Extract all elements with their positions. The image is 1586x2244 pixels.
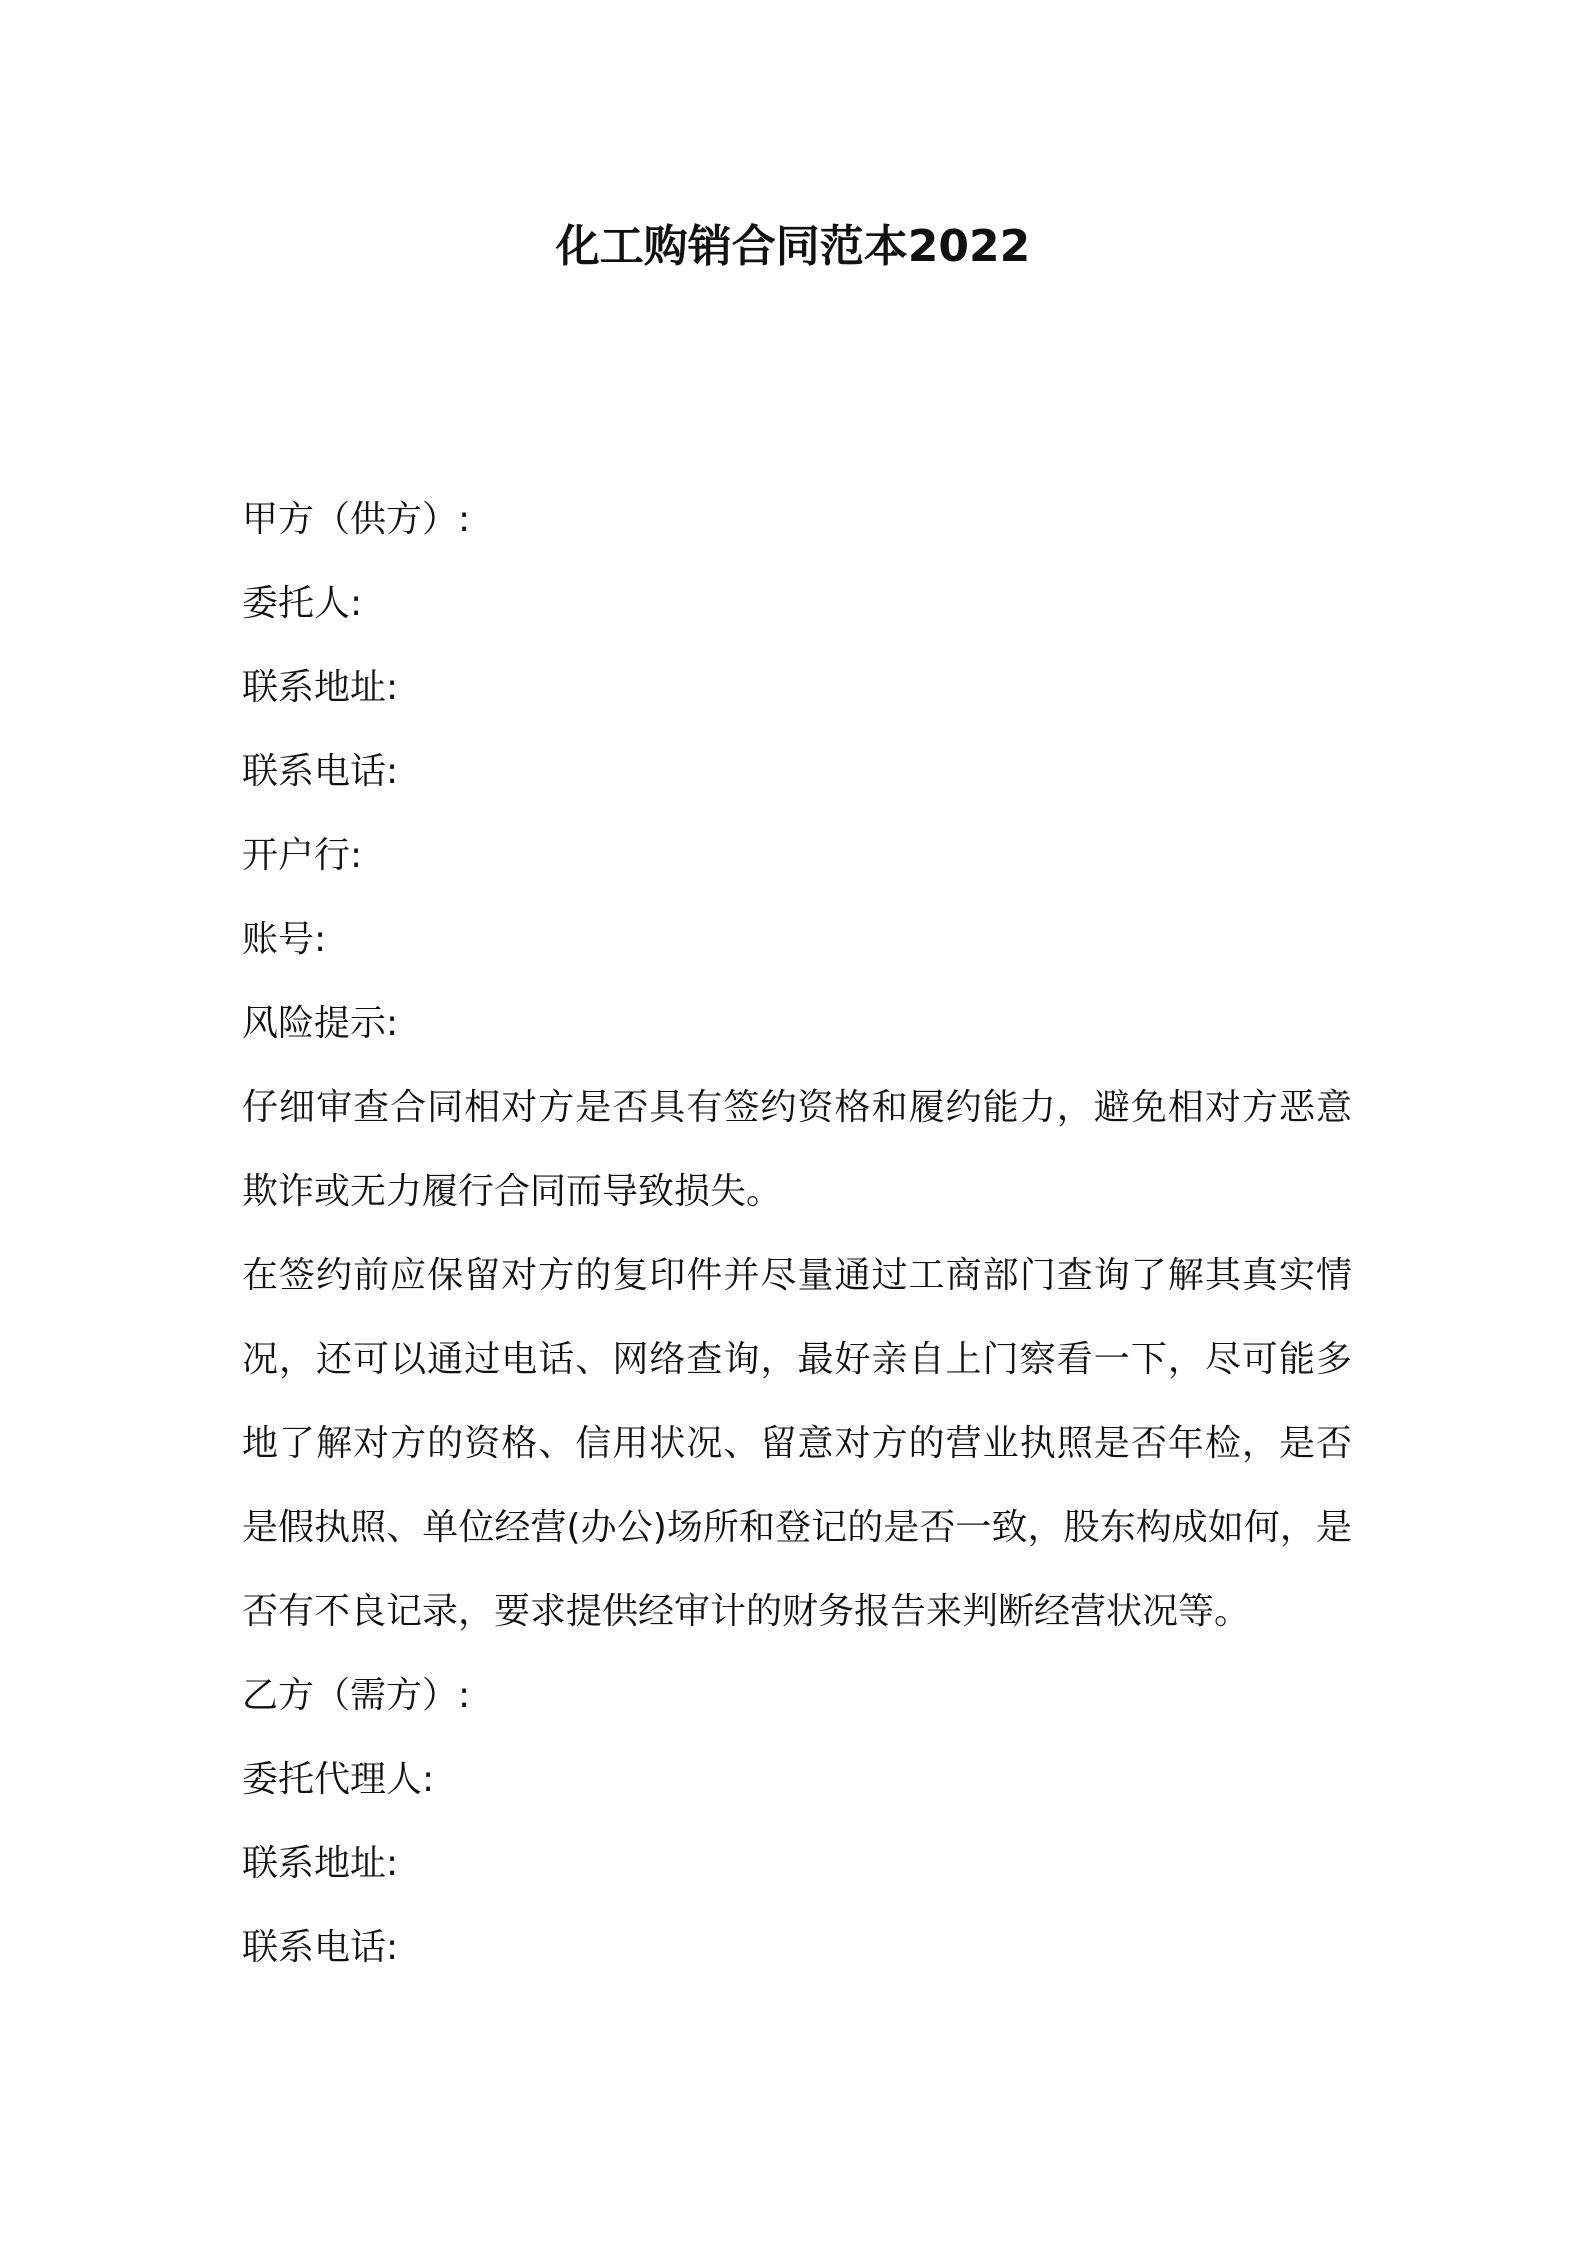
risk-paragraph-2: 在签约前应保留对方的复印件并尽量通过工商部门查询了解其真实情况，还可以通过电话、网络查询，最好亲自上门察看一下，尽可能多地了解对方的资格、信用状况、留意对方的营业执照是否年检，是否是假执照、单位经营(办公)场所和登记的是否一致，股东构成如何，是否有不良记录，要求提供经审计的财务报告来判断经营状况等。 [242,1255,1352,1632]
risk-paragraph-1: 仔细审查合同相对方是否具有签约资格和履约能力，避免相对方恶意欺诈或无力履行合同而导致损失。 [242,1087,1352,1212]
party-a-account-label: 账号: [242,919,327,960]
party-b-agent-label: 委托代理人: [242,1759,435,1800]
party-a-bank-label: 开户行: [242,835,363,876]
document-title: 化工购销合同范本2022 [555,221,1031,272]
party-b-phone-label: 联系电话: [242,1927,399,1968]
risk-heading: 风险提示: [242,1003,399,1044]
party-a-address-label: 联系地址: [242,667,399,708]
party-b-heading: 乙方（需方）: [242,1675,471,1716]
party-a-phone-label: 联系电话: [242,751,399,792]
document-body [242,478,1352,1990]
party-b-address-label: 联系地址: [242,1843,399,1884]
party-a-heading: 甲方（供方）: [242,499,471,540]
party-a-agent-label: 委托人: [242,583,363,624]
